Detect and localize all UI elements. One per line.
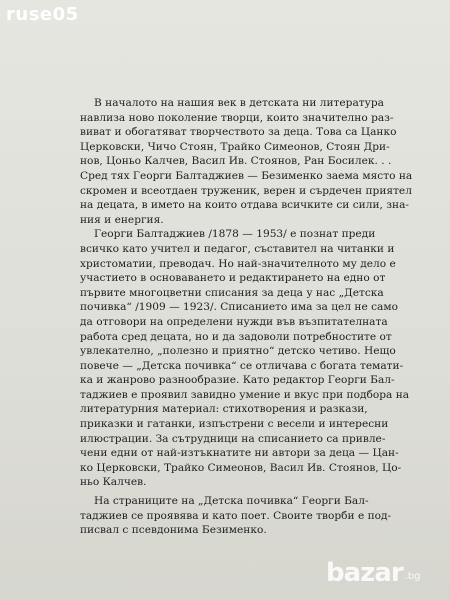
text-line: ния и енергия. (80, 213, 164, 226)
text-line: нов, Цоньо Калчев, Васил Ив. Стоянов, Ран Босилек. . . (80, 155, 392, 168)
text-line: повече — „Детска почивка“ се отличава с богата темати- (80, 359, 404, 372)
document-body (80, 96, 432, 538)
text-line: ко Церковски, Трайко Симеонов, Васил Ив. Стоянов, Цо- (80, 461, 402, 474)
text-line: да отговори на определени нужди във възпитателната (80, 315, 388, 328)
text-line: всичко като учител и педагог, съставител на читанки и (80, 242, 395, 255)
watermark-logo-bottom (326, 558, 446, 590)
text-line: чени едни от най-изтъкнатите ни автори за деца — Цан- (80, 447, 399, 460)
text-line: виват и обогатяват творчеството за деца. Това са Цанко (80, 126, 397, 139)
watermark-logo-top (6, 4, 116, 30)
watermark-tld: .bg (404, 571, 421, 582)
text-line: христоматии, преводач. Но най-значителното му дело е (80, 257, 396, 270)
text-line: увлекателно, „полезно и приятно“ детско четиво. Нещо (80, 345, 396, 358)
text-line: скромен и всеотдаен труженик, верен и сърдечен приятел (80, 184, 412, 197)
text-line: писвал с псевдонима Безименко. (80, 524, 267, 537)
text-line: таджиев се проявява и като поет. Своите творби е под- (80, 509, 392, 522)
text-line: приказки и гатанки, изпъстрени с весели и интересни (80, 418, 389, 431)
text-line: ка и жанрово разнообразие. Като редактор Георги Бал- (80, 374, 395, 387)
paragraph-3 (80, 494, 432, 538)
text-line: почивка“ /1909 — 1923/. Списанието има за цел не само (80, 301, 398, 314)
text-line: таджиев е проявил завидно умение и вкус при подбора на (80, 388, 410, 401)
text-line: навлиза ново поколение творци, които значително раз- (80, 111, 394, 124)
text-line: литературния материал: стихотворения и разкази, (80, 403, 368, 416)
text-line: на децата, в името на които отдава всичките си сили, зна- (80, 199, 409, 212)
text-line: Церковски, Чичо Стоян, Трайко Симеонов, Стоян Дри- (80, 140, 390, 153)
watermark-top-text: ruse05 (6, 4, 79, 25)
text-line: илюстрации. За сътрудници на списанието са привле- (80, 432, 386, 445)
text-line: На страниците на „Детска почивка“ Георги Бал- (94, 495, 369, 508)
text-line: ньо Калчев. (80, 476, 147, 489)
text-line: Сред тях Георги Балтаджиев — Безименко заема място на (80, 169, 413, 182)
text-line: работа сред децата, но и да задоволи потребностите от (80, 330, 392, 343)
paragraph-2 (80, 227, 432, 490)
text-line: В началото на нашия век в детската ни литература (94, 97, 384, 109)
text-line: участието в основаването и редактирането на едно от (80, 272, 386, 285)
text-line: първите многоцветни списания за деца у нас „Детска (80, 286, 384, 299)
watermark-brand: bazar (326, 558, 403, 588)
text-line: Георги Балтаджиев /1878 — 1953/ е познат преди (94, 228, 376, 241)
paragraph-1 (80, 96, 432, 227)
